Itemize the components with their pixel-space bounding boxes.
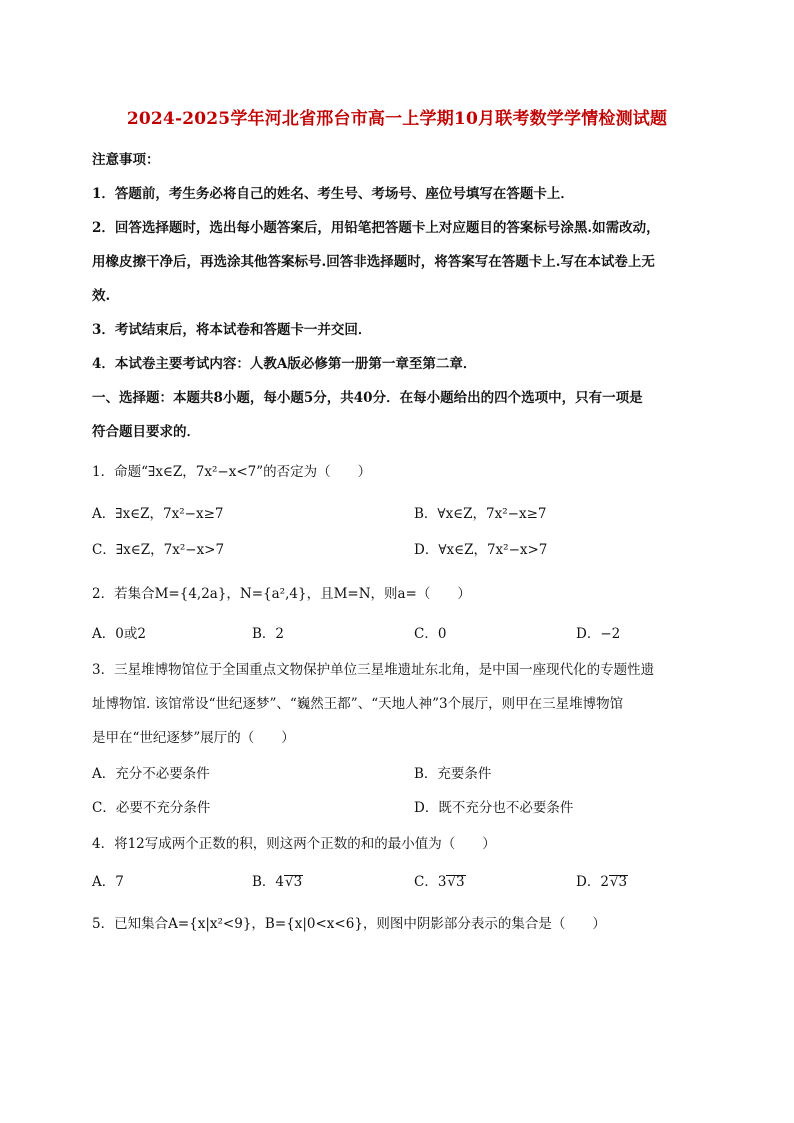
question-2-option-a: A．0或2 xyxy=(92,626,146,642)
notice-item-4: 4．本试卷主要考试内容：人教A版必修第一册第一章至第二章． xyxy=(92,356,477,372)
question-4-option-b-label: B．4 xyxy=(252,874,285,890)
question-3-option-b: B．充要条件 xyxy=(414,766,492,782)
notice-item-2-line-3: 效. xyxy=(92,288,111,304)
notice-item-2-line-1: 2．回答选择题时，选出每小题答案后，用铅笔把答题卡上对应题目的答案标号涂黑.如需改动， xyxy=(92,220,660,236)
sqrt-symbol-b: √3 xyxy=(285,874,303,890)
sqrt-symbol-d: √3 xyxy=(609,874,628,890)
section-heading-line-2: 符合题目要求的． xyxy=(92,424,200,440)
notice-item-2-line-2: 用橡皮擦干净后，再选涂其他答案标号.回答非选择题时，将答案写在答题卡上.写在本试卷上无 xyxy=(92,254,655,270)
question-4-stem: 4．将12写成两个正数的积，则这两个正数的和的最小值为（ ） xyxy=(92,836,496,852)
question-4-option-c-label: C．3 xyxy=(414,874,447,890)
section-heading-line-1: 一、选择题：本题共8小题，每小题5分，共40分．在每小题给出的四个选项中，只有一项是 xyxy=(92,390,643,406)
sqrt-symbol-c: √3 xyxy=(447,874,465,890)
notice-item-3: 3．考试结束后，将本试卷和答题卡一并交回． xyxy=(92,322,372,338)
question-3-option-d: D．既不充分也不必要条件 xyxy=(414,800,574,816)
question-4-option-d-label: D．2 xyxy=(576,874,609,890)
question-4-option-d xyxy=(576,870,628,890)
question-3-stem-line-3: 是甲在“世纪逐梦”展厅的（ ） xyxy=(92,730,295,746)
question-4-option-c xyxy=(414,870,466,890)
question-3-stem-line-2: 址博物馆. 该馆常设“世纪逐梦”、“巍然王都”、“天地人神”3个展厅，则甲在三星堆博物馆 xyxy=(92,696,624,712)
question-4-option-b xyxy=(252,870,303,890)
question-2-option-d: D．−2 xyxy=(576,626,621,642)
notice-item-1: 1．答题前，考生务必将自己的姓名、考生号、考场号、座位号填写在答题卡上． xyxy=(92,186,574,202)
question-1-stem: 1．命题“∃x∈Z，7x²−x<7”的否定为（ ） xyxy=(92,464,372,480)
question-3-stem-line-1: 3．三星堆博物馆位于全国重点文物保护单位三星堆遗址东北角，是中国一座现代化的专题性遗 xyxy=(92,662,655,678)
question-1-option-c: C．∃x∈Z，7x²−x>7 xyxy=(92,542,225,558)
notice-heading: 注意事项： xyxy=(92,152,160,168)
question-3-option-a: A．充分不必要条件 xyxy=(92,766,210,782)
question-4-option-b-radicand: 3 xyxy=(293,874,303,890)
question-1-option-b: B．∀x∈Z，7x²−x≥7 xyxy=(414,506,547,522)
question-4-option-a: A．7 xyxy=(92,874,124,890)
question-2-option-b: B．2 xyxy=(252,626,285,642)
question-2-option-c: C．0 xyxy=(414,626,447,642)
question-4-option-d-radicand: 3 xyxy=(618,874,628,890)
page-title: 2024-2025学年河北省邢台市高一上学期10月联考数学学情检测试题 xyxy=(126,109,668,129)
question-1-option-d: D．∀x∈Z，7x²−x>7 xyxy=(414,542,548,558)
question-1-option-a: A．∃x∈Z，7x²−x≥7 xyxy=(92,506,224,522)
question-2-stem: 2．若集合M={4,2a}，N={a²,4}，且M=N，则a=（ ） xyxy=(92,586,471,602)
question-5-stem: 5．已知集合A={x|x²<9}，B={x|0<x<6}，则图中阴影部分表示的集合是（ ） xyxy=(92,916,606,932)
question-3-option-c: C．必要不充分条件 xyxy=(92,800,211,816)
question-4-option-c-radicand: 3 xyxy=(456,874,465,890)
